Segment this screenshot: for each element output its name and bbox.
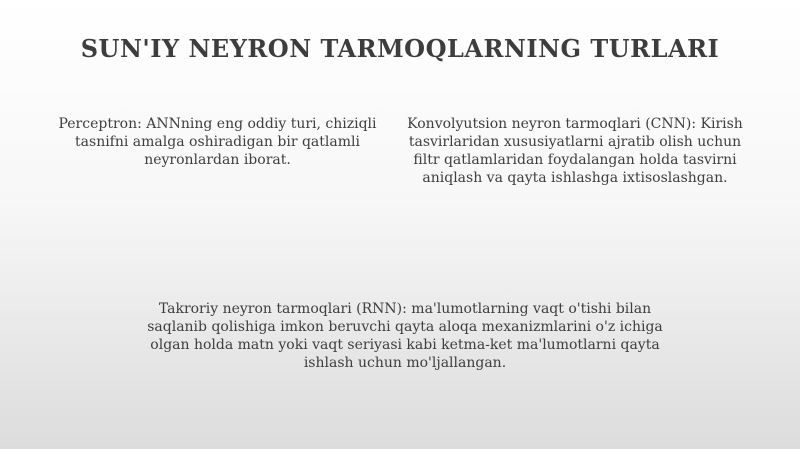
- rnn-description: Takroriy neyron tarmoqlari (RNN): ma'lumotlarning vaqt o'tishi bilan saqlanib qolishiga imkon beruvchi qayta aloqa mexanizmlarini o'z ichiga olgan holda matn yoki vaqt seriyasi kabi ketma-ket ma'lumotlarni qayta ishlash uchun mo'ljallangan.: [147, 301, 663, 371]
- slide-title: SUN'IY NEYRON TARMOQLARNING TURLARI: [80, 34, 720, 63]
- cnn-description: Konvolyutsion neyron tarmoqlari (CNN): Kirish tasvirlaridan xususiyatlarni ajratib olish uchun filtr qatlamlaridan foydalangan holda tasvirni aniqlash va qayta ishlashga ixtisoslashgan.: [407, 116, 743, 186]
- perceptron-description: Perceptron: ANNning eng oddiy turi, chiziqli tasnifni amalga oshiradigan bir qatlamli neyronlardan iborat.: [58, 116, 377, 168]
